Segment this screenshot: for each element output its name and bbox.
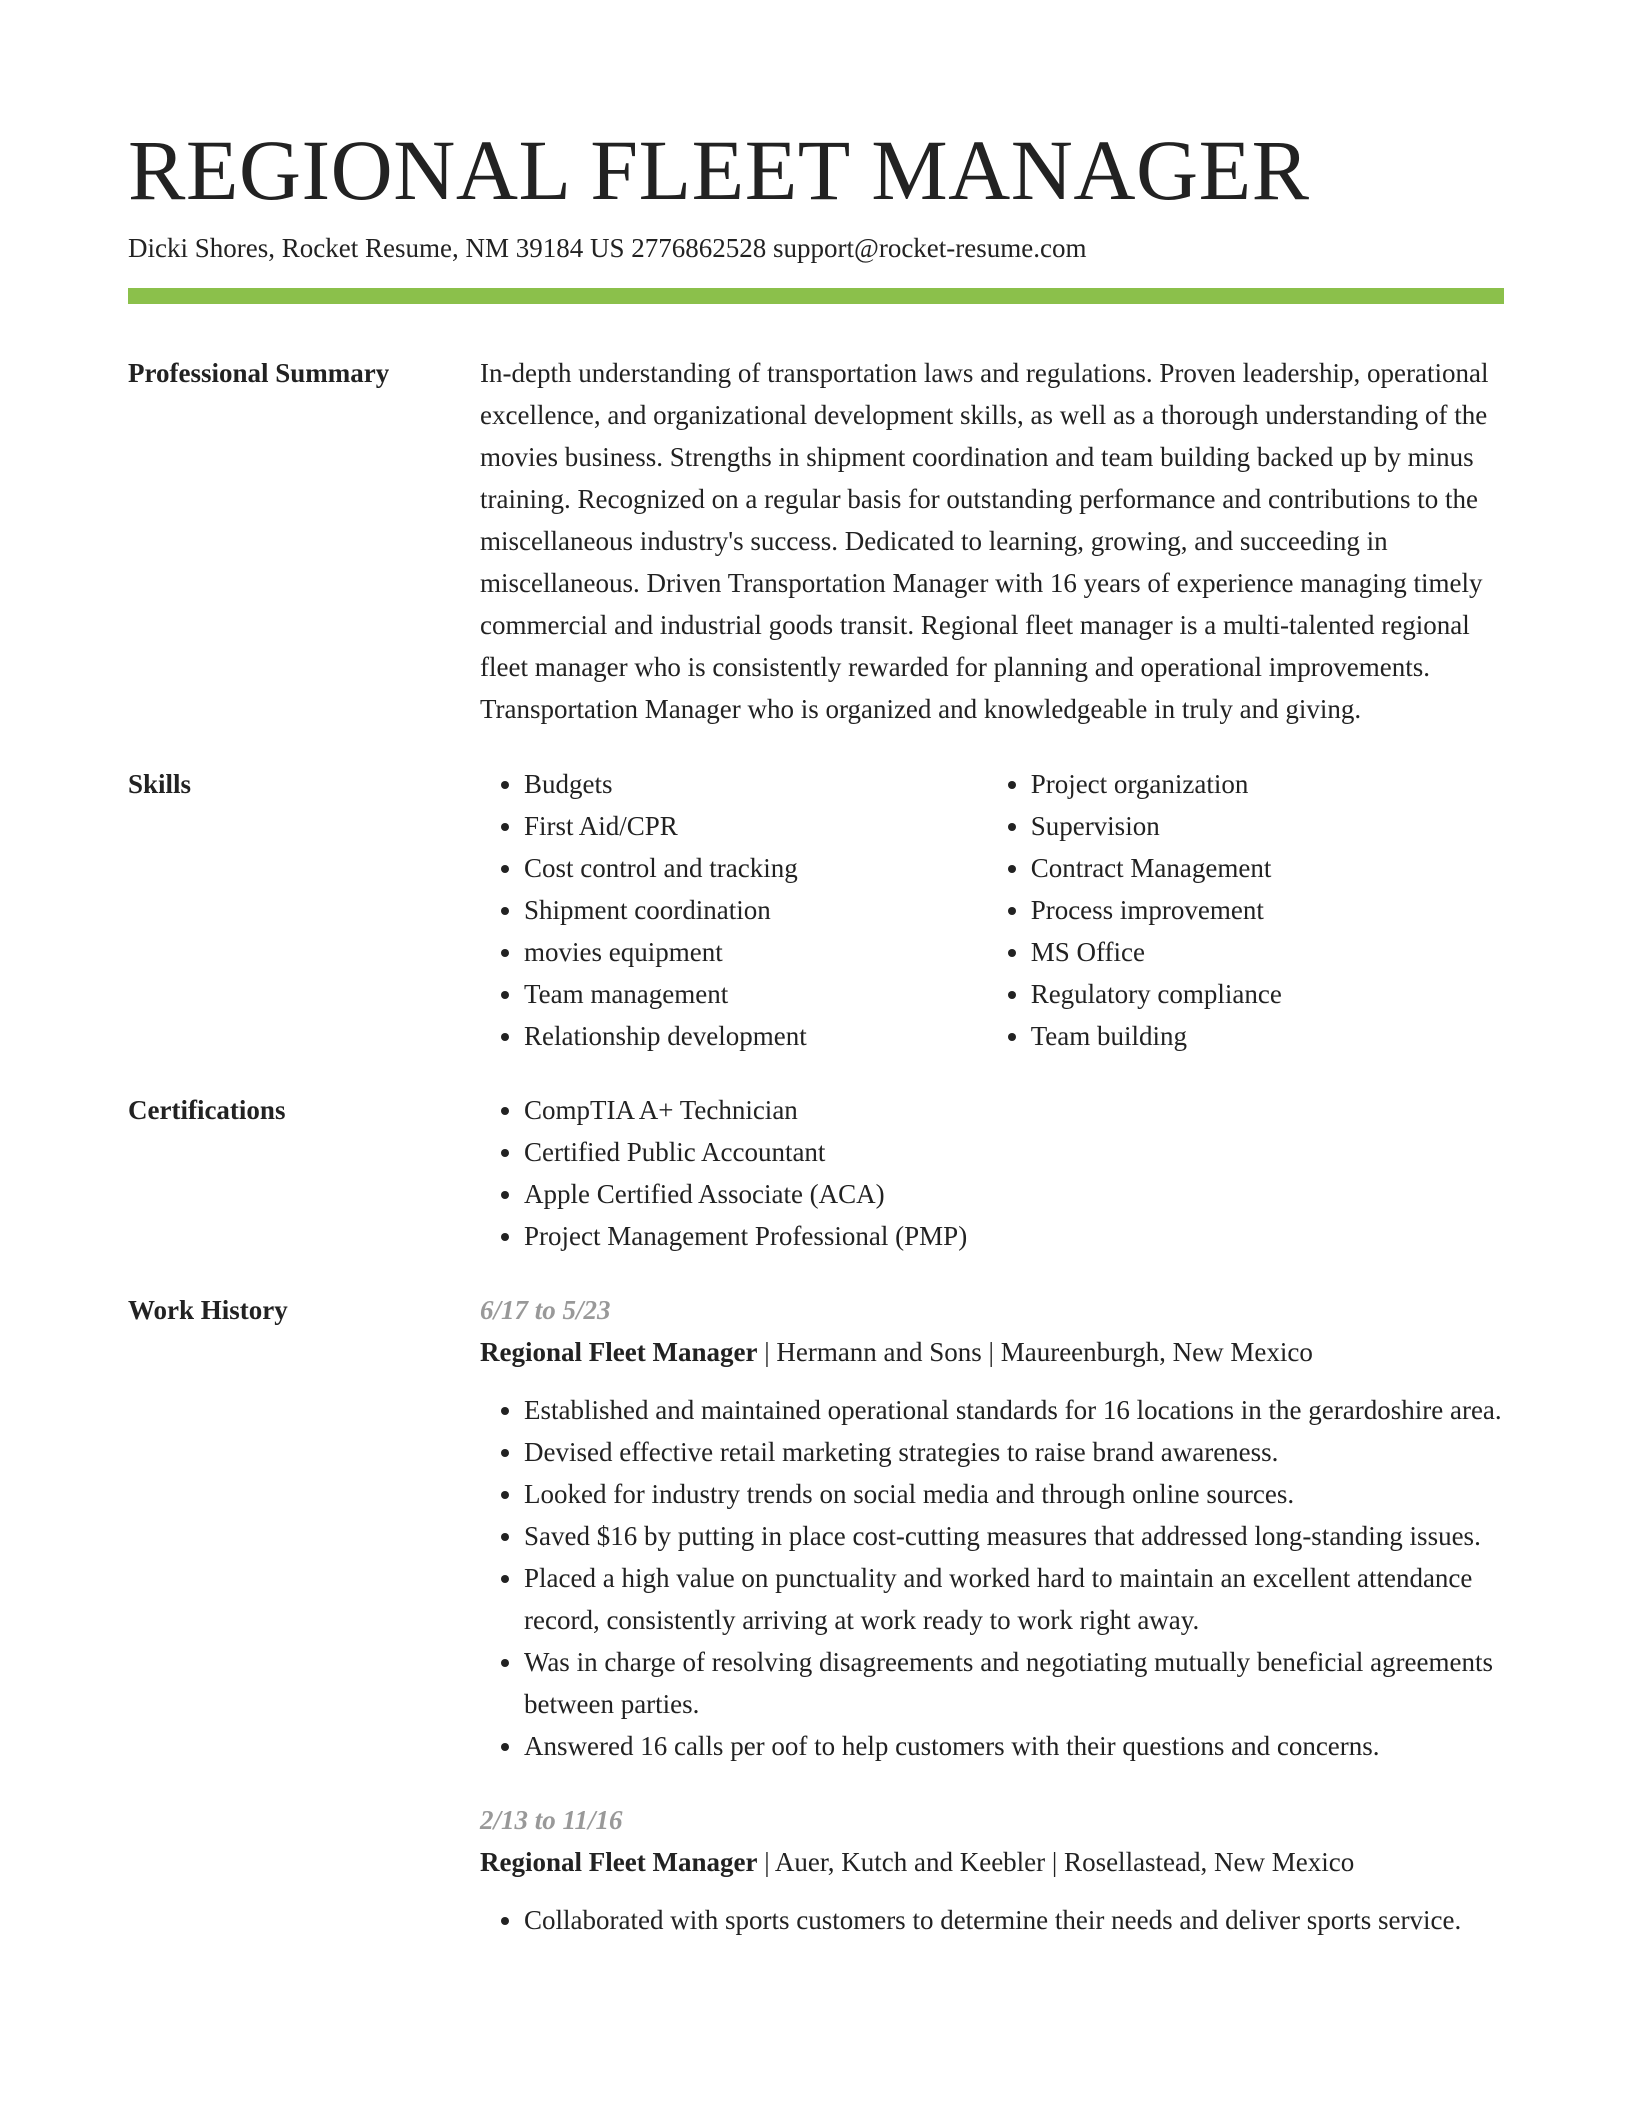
job-duty-item: • Devised effective retail marketing strategies to raise brand awareness. (524, 1431, 1504, 1473)
certification-item: • Certified Public Accountant (524, 1131, 1504, 1173)
summary-section (128, 352, 1504, 730)
job-heading (480, 1331, 1504, 1373)
skill-item: • Shipment coordination (524, 889, 943, 931)
job-entry (480, 1799, 1504, 1941)
job-duty-item: • Placed a high value on punctuality and worked hard to maintain an excellent attendance record, consistently arriving at work ready to work right away. (524, 1557, 1504, 1641)
skill-item: • Project organization (1031, 763, 1504, 805)
job-employer-location: | Auer, Kutch and Keebler | Rosellastead, New Mexico (757, 1847, 1355, 1877)
contact-line: Dicki Shores, Rocket Resume, NM 39184 US 2776862528 support@rocket-resume.com (128, 233, 1087, 263)
certification-item: • Apple Certified Associate (ACA) (524, 1173, 1504, 1215)
job-duties-list (480, 1389, 1504, 1767)
job-title: Regional Fleet Manager (480, 1847, 758, 1877)
job-duty-item: • Answered 16 calls per oof to help customers with their questions and concerns. (524, 1725, 1504, 1767)
skill-item: • Relationship development (524, 1015, 943, 1057)
job-title: Regional Fleet Manager (480, 1337, 758, 1367)
resume-page (128, 0, 1504, 1973)
skill-item: • Cost control and tracking (524, 847, 943, 889)
job-heading (480, 1841, 1504, 1883)
work-history-section (128, 1289, 1504, 1973)
certifications-heading: Certifications (128, 1095, 286, 1125)
summary-text: In-depth understanding of transportation laws and regulations. Proven leadership, operational excellence, and organizational development skills, as well as a thorough understanding of the movies business. Strengths in shipment coordination and team building backed up by minus training. Recognized on a regular basis for outstanding performance and contributions to the miscellaneous industry's success. Dedicated to learning, growing, and succeeding in miscellaneous. Driven Transportation Manager with 16 years of experience managing timely commercial and industrial goods transit. Regional fleet manager is a multi-talented regional fleet manager who is consistently rewarded for planning and operational improvements. Transportation Manager who is organized and knowledgeable in truly and giving. (480, 358, 1489, 724)
job-dates: 2/13 to 11/16 (480, 1805, 623, 1835)
job-duty-item: • Established and maintained operational standards for 16 locations in the gerardoshire area. (524, 1389, 1504, 1431)
certifications-section (128, 1089, 1504, 1257)
certifications-list (480, 1089, 1504, 1257)
skills-list-right (987, 763, 1504, 1057)
skill-item: • Contract Management (1031, 847, 1504, 889)
certification-item: • Project Management Professional (PMP) (524, 1215, 1504, 1257)
skill-item: • MS Office (1031, 931, 1504, 973)
job-duty-item: • Saved $16 by putting in place cost-cutting measures that addressed long-standing issues. (524, 1515, 1504, 1557)
work-history-heading: Work History (128, 1295, 288, 1325)
accent-divider (128, 288, 1504, 304)
job-duty-item: • Collaborated with sports customers to determine their needs and deliver sports service. (524, 1899, 1504, 1941)
job-duties-list (480, 1899, 1504, 1941)
skill-item: • Team management (524, 973, 943, 1015)
skill-item: • Process improvement (1031, 889, 1504, 931)
skill-item: • movies equipment (524, 931, 943, 973)
skills-list-left (480, 763, 943, 1057)
skill-item: • Budgets (524, 763, 943, 805)
skill-item: • Supervision (1031, 805, 1504, 847)
job-duty-item: • Looked for industry trends on social media and through online sources. (524, 1473, 1504, 1515)
certification-item: • CompTIA A+ Technician (524, 1089, 1504, 1131)
skills-section (128, 763, 1504, 1057)
skills-heading: Skills (128, 769, 192, 799)
skill-item: • Regulatory compliance (1031, 973, 1504, 1015)
job-entry (480, 1289, 1504, 1767)
job-employer-location: | Hermann and Sons | Maureenburgh, New Mexico (757, 1337, 1313, 1367)
resume-title: REGIONAL FLEET MANAGER (128, 122, 1310, 218)
skill-item: • First Aid/CPR (524, 805, 943, 847)
job-dates: 6/17 to 5/23 (480, 1295, 611, 1325)
summary-heading: Professional Summary (128, 358, 390, 388)
skill-item: • Team building (1031, 1015, 1504, 1057)
job-duty-item: • Was in charge of resolving disagreements and negotiating mutually beneficial agreements between parties. (524, 1641, 1504, 1725)
